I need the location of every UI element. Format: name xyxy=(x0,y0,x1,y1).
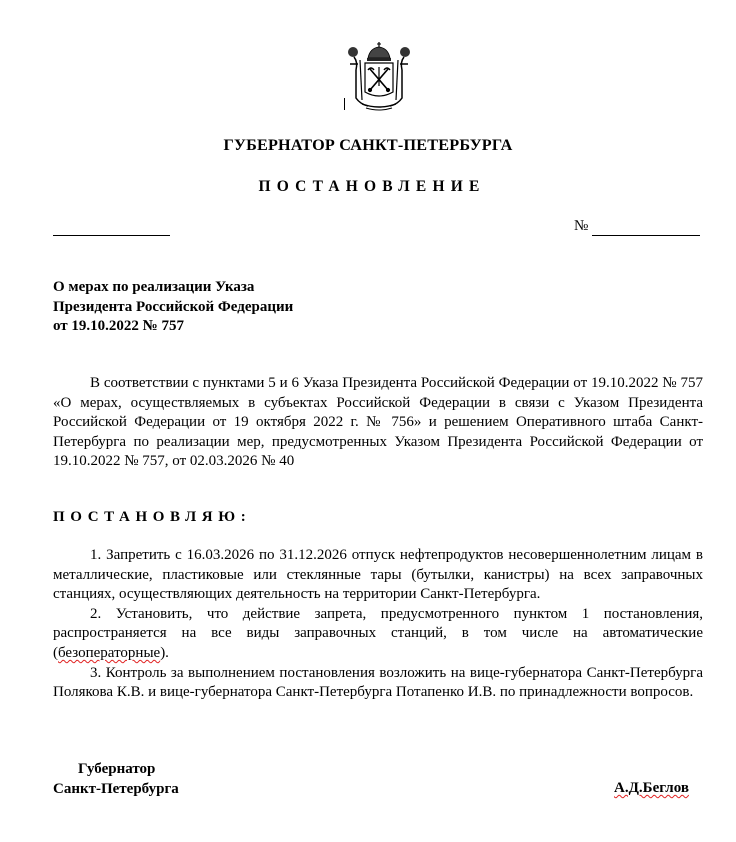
document-subject xyxy=(53,278,293,337)
organization-title: ГУБЕРНАТОР САНКТ-ПЕТЕРБУРГА xyxy=(223,136,513,154)
subject-line: от 19.10.2022 № 757 xyxy=(53,318,184,334)
signatory-name-text: А.Д.Беглов xyxy=(614,780,689,796)
spellcheck-flagged-word[interactable]: безоператорные xyxy=(58,644,161,661)
signatory-title xyxy=(53,760,179,799)
paren-open: ( xyxy=(53,644,58,661)
document-type-title: ПОСТАНОВЛЕНИЕ xyxy=(258,178,486,195)
decree-item-text: 2. Установить, что действие запрета, предусмотренного пунктом 1 постановления, распространяется на все виды заправочных станций, в том числе на автоматические xyxy=(53,605,703,642)
signatory-name[interactable] xyxy=(614,779,689,799)
coat-of-arms-icon xyxy=(346,40,412,112)
text-cursor xyxy=(344,98,345,110)
decree-item: 3. Контроль за выполнением постановления возложить на вице-губернатора Санкт-Петербурга Полякова К.В. и вице-губернатора Санкт-Петербурга Потапенко И.В. по принадлежности вопросов. xyxy=(53,664,703,701)
decree-items xyxy=(53,546,703,703)
signatory-title-line: Губернатор xyxy=(78,761,156,777)
signatory-title-line: Санкт-Петербурга xyxy=(53,780,179,797)
decree-item xyxy=(53,605,703,664)
number-label: № xyxy=(574,218,589,234)
number-blank-line xyxy=(592,235,700,236)
subject-line: Президента Российской Федерации xyxy=(53,298,294,315)
decree-item: 1. Запретить с 16.03.2026 по 31.12.2026 отпуск нефтепродуктов несовершеннолетним лицам в металлические, пластиковые или стеклянные тары (бутылки, канистры) на всех заправочных станциях, осуществляющих деятельность на территории Санкт-Петербурга. xyxy=(53,547,703,603)
paren-close: ). xyxy=(160,644,169,661)
decree-heading: ПОСТАНОВЛЯЮ: xyxy=(53,509,252,525)
preamble-paragraph: В соответствии с пунктами 5 и 6 Указа Президента Российской Федерации от 19.10.2022 № 757 «О мерах, осуществляемых в субъектах Российской Федерации в связи с Указом Президента Российской Федерации от 19 октября 2022 г. № 756» и решением Оперативного штаба Санкт-Петербурга по реализации мер, предусмотренных Указом Президента Российской Федерации от 19.10.2022 № 757, от 02.03.2026 № 40 xyxy=(53,375,703,470)
subject-line: О мерах по реализации Указа xyxy=(53,279,255,295)
date-blank-line xyxy=(53,235,170,236)
